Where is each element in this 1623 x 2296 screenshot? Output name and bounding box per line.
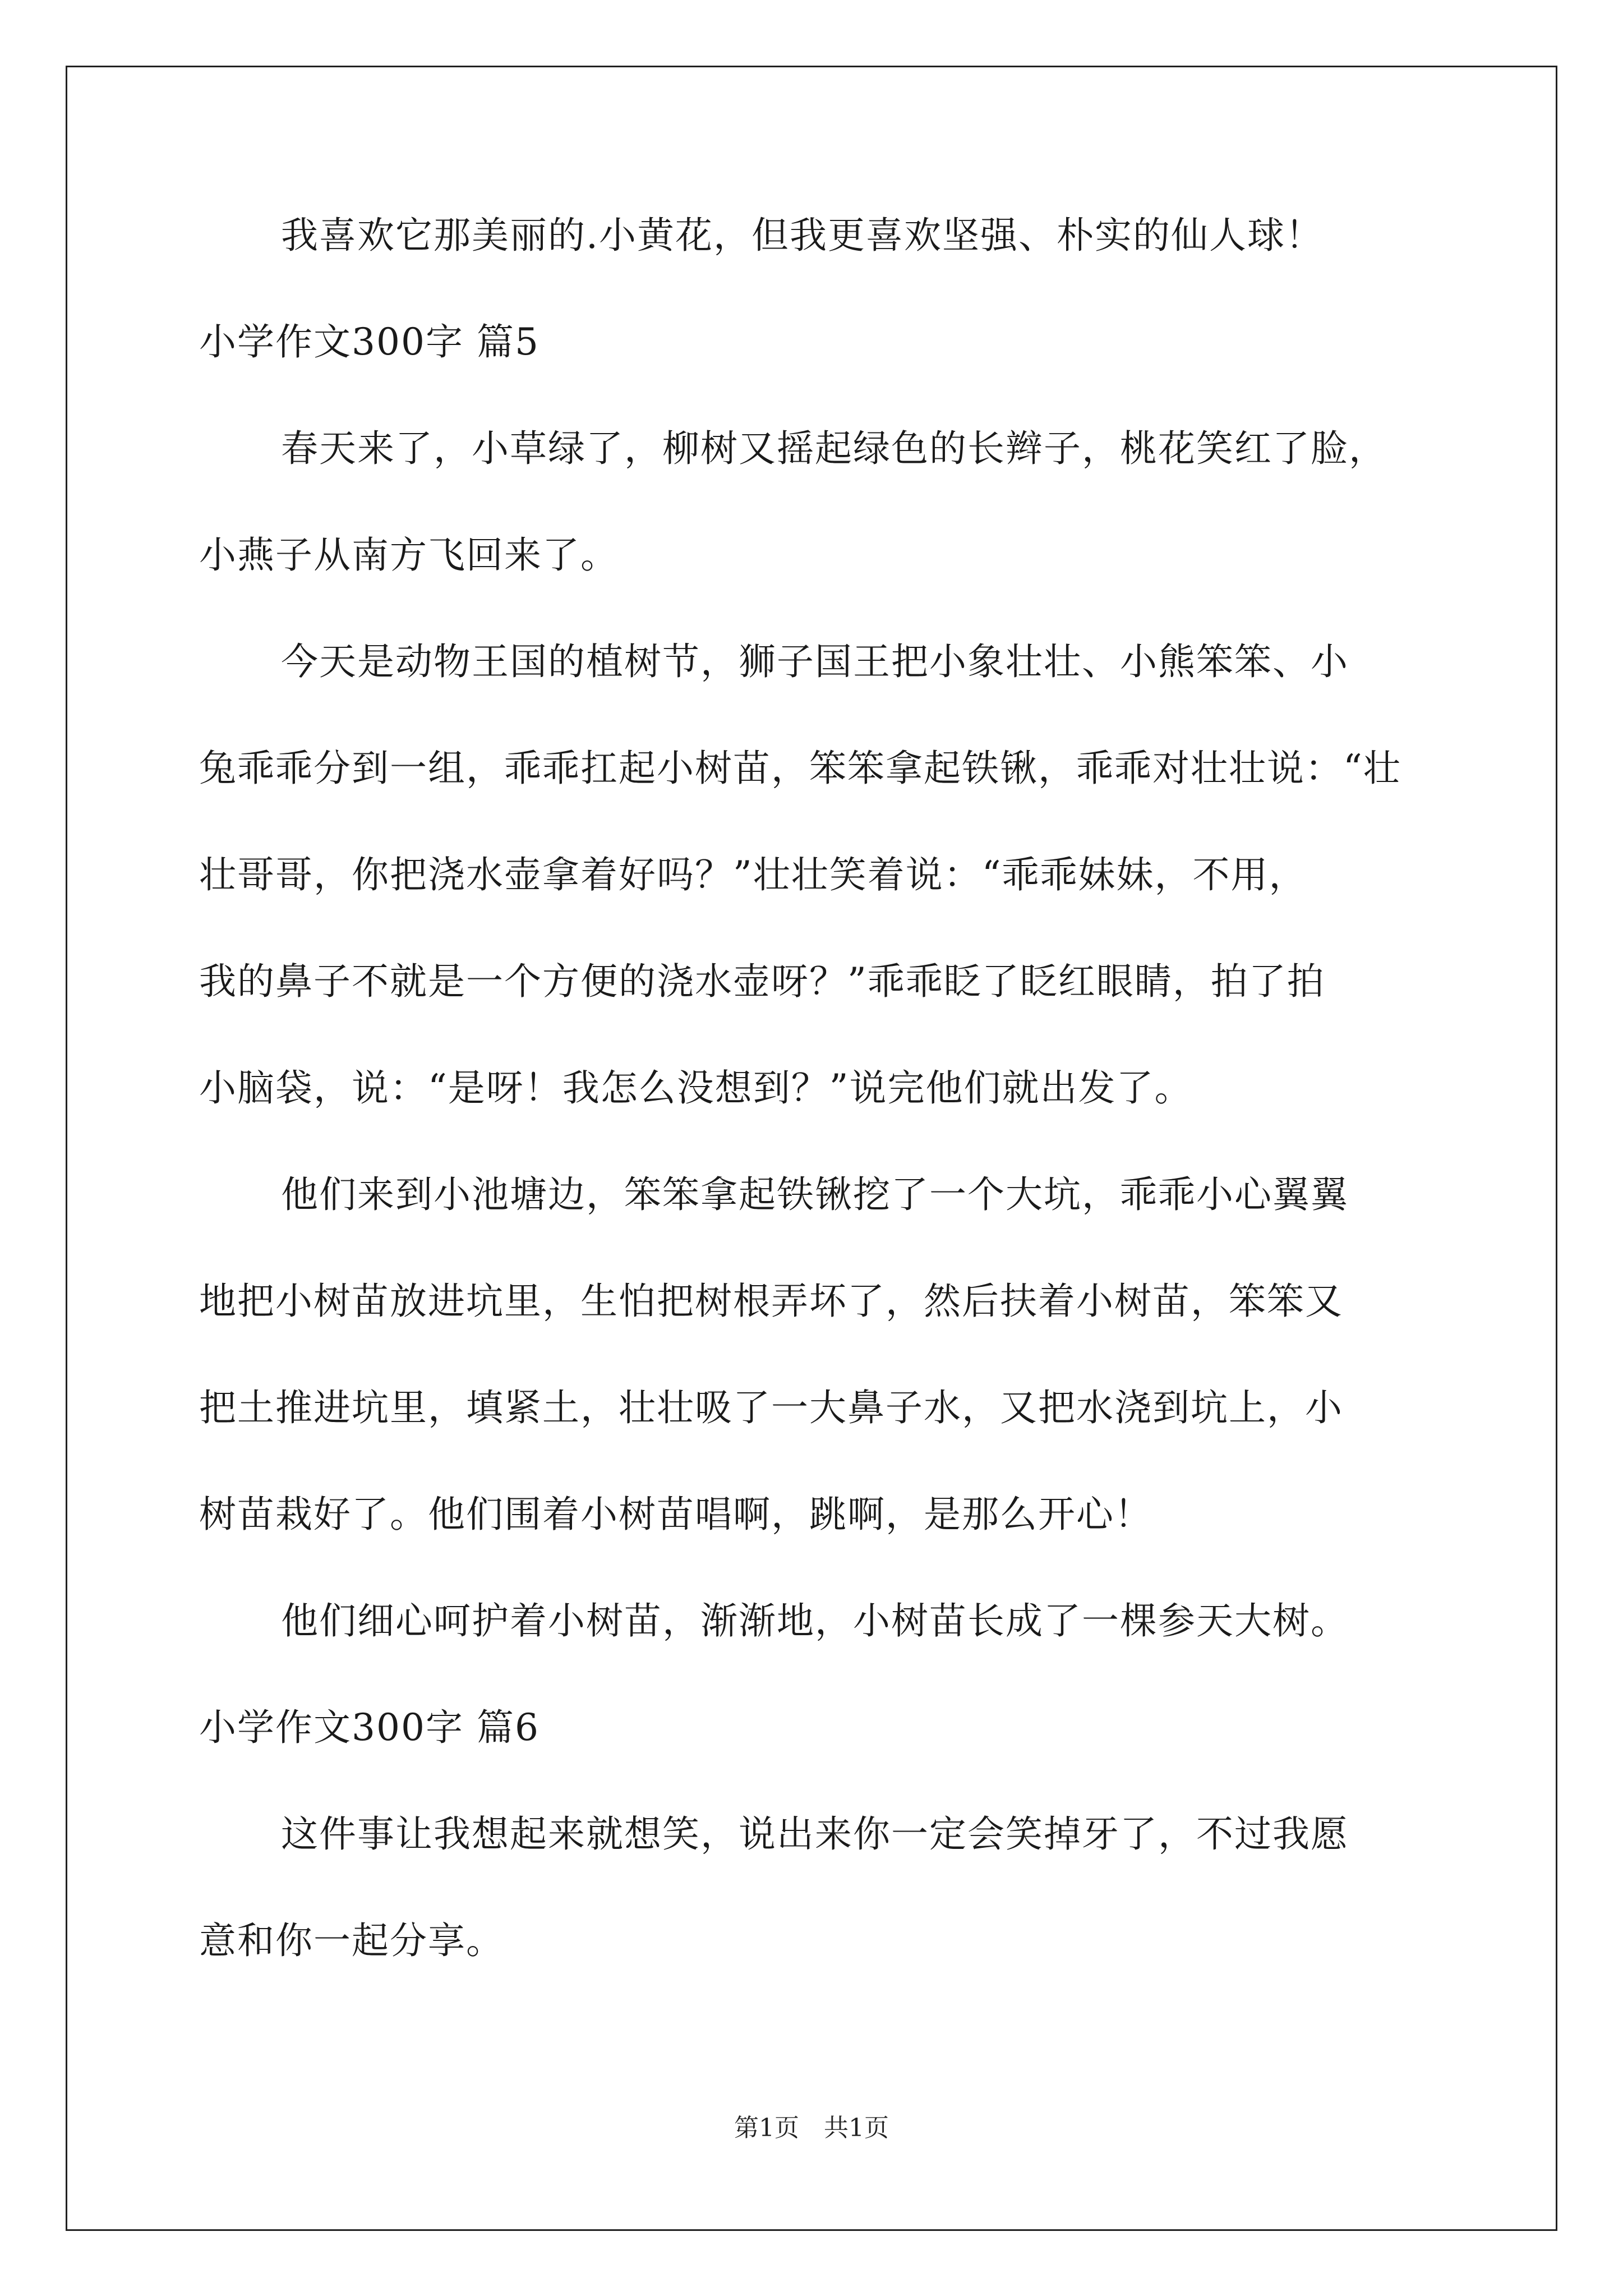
paragraph-line: 他们细心呵护着小树苗，渐渐地，小树苗长成了一棵参天大树。 bbox=[281, 1599, 1349, 1642]
paragraph-line: 意和你一起分享。 bbox=[199, 1919, 504, 1962]
paragraph-line: 壮哥哥，你把浇水壶拿着好吗？”壮壮笑着说：“乖乖妹妹，不用， bbox=[199, 853, 1307, 896]
section-heading: 小学作文300字 篇5 bbox=[199, 320, 540, 364]
section-heading: 小学作文300字 篇6 bbox=[199, 1706, 540, 1749]
page-border bbox=[66, 66, 1557, 2231]
paragraph-line: 春天来了，小草绿了，柳树又摇起绿色的长辫子，桃花笑红了脸， bbox=[281, 427, 1387, 470]
paragraph-line: 把土推进坑里，填紧土，壮壮吸了一大鼻子水，又把水浇到坑上，小 bbox=[199, 1386, 1343, 1429]
paragraph-line: 我喜欢它那美丽的.小黄花，但我更喜欢坚强、朴实的仙人球！ bbox=[281, 214, 1324, 257]
paragraph-line: 小燕子从南方飞回来了。 bbox=[199, 533, 619, 577]
paragraph-line: 今天是动物王国的植树节，狮子国王把小象壮壮、小熊笨笨、小 bbox=[281, 640, 1349, 683]
paragraph-line: 地把小树苗放进坑里，生怕把树根弄坏了，然后扶着小树苗，笨笨又 bbox=[199, 1280, 1343, 1323]
paragraph-line: 这件事让我想起来就想笑，说出来你一定会笑掉牙了，不过我愿 bbox=[281, 1812, 1349, 1856]
paragraph-line: 兔乖乖分到一组，乖乖扛起小树苗，笨笨拿起铁锹，乖乖对壮壮说：“壮 bbox=[199, 747, 1401, 790]
paragraph-line: 他们来到小池塘边，笨笨拿起铁锹挖了一个大坑，乖乖小心翼翼 bbox=[281, 1173, 1349, 1216]
paragraph-line: 小脑袋，说：“是呀！我怎么没想到？”说完他们就出发了。 bbox=[199, 1066, 1193, 1110]
paragraph-line: 树苗栽好了。他们围着小树苗唱啊，跳啊，是那么开心！ bbox=[199, 1493, 1152, 1536]
page-number: 第1页 共1页 bbox=[734, 2114, 889, 2142]
paragraph-line: 我的鼻子不就是一个方便的浇水壶呀？”乖乖眨了眨红眼睛，拍了拍 bbox=[199, 960, 1325, 1003]
